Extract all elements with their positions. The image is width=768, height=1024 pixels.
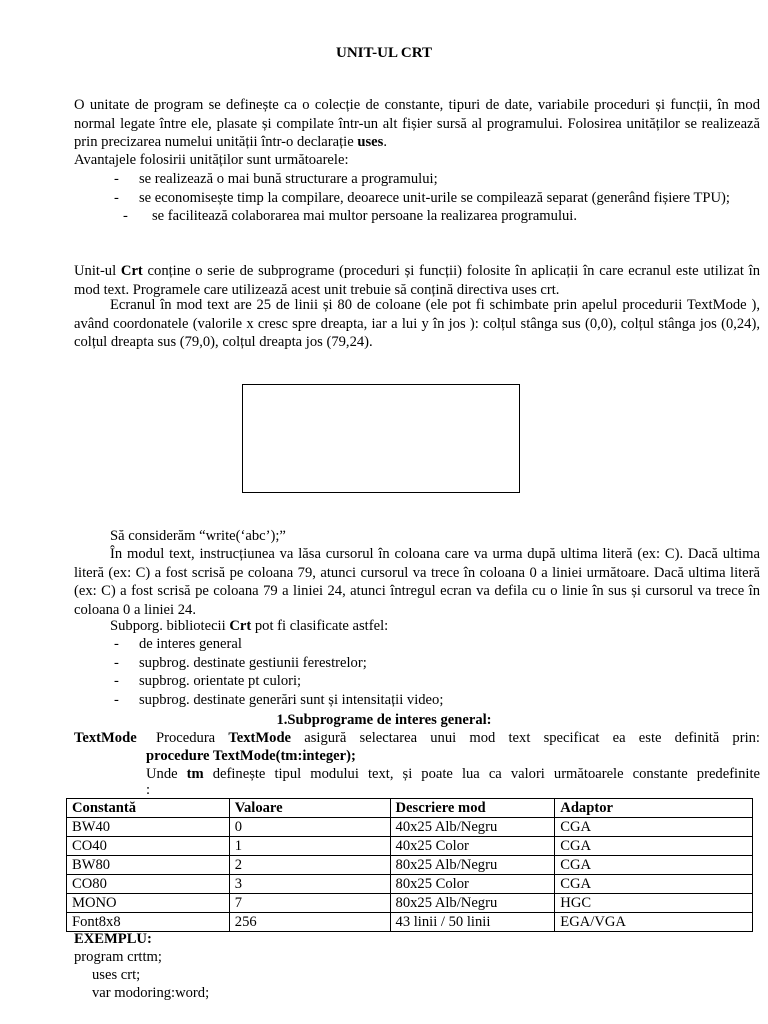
table-cell: 2 — [229, 856, 390, 875]
page-title: UNIT-UL CRT — [335, 45, 433, 61]
consider-line: Să considerăm “write(‘abc’);” — [110, 528, 286, 544]
classification-item: supbrog. destinate gestiunii ferestrelor; — [139, 654, 367, 671]
classification-intro — [74, 617, 760, 636]
table-row — [67, 856, 753, 875]
column-header: Valoare — [229, 799, 390, 818]
table-cell: 7 — [229, 894, 390, 913]
where-text: definește tipul modului text, și poate lua ca valori următoarele constante predefinite — [203, 766, 760, 782]
table-cell: BW40 — [67, 818, 230, 837]
intro-paragraph — [74, 96, 760, 152]
table-cell: 80x25 Alb/Negru — [390, 894, 555, 913]
desc-text: Procedura — [156, 730, 229, 746]
advantage-text: se economisește timp la compilare, deoarece unit-urile se compilează separat (generând fișiere TPU); — [139, 189, 730, 206]
list-item — [114, 207, 760, 226]
advantage-text: se realizează o mai bună structurare a programului; — [139, 171, 438, 187]
crt-text: Unit-ul — [74, 263, 121, 279]
where-bold: tm — [186, 766, 204, 782]
classification-item: supbrog. orientate pt culori; — [139, 673, 302, 690]
code-line: uses crt; — [92, 967, 141, 983]
table-cell: MONO — [67, 894, 230, 913]
column-header: Descriere mod — [390, 799, 555, 818]
list-item — [114, 691, 760, 710]
where-text: Unde — [146, 766, 187, 782]
column-header: Constantă — [67, 799, 230, 818]
list-item — [114, 672, 760, 691]
bullet-dash: - — [114, 189, 119, 206]
table-cell: CO40 — [67, 837, 230, 856]
table-cell: 3 — [229, 875, 390, 894]
code-line: var modoring:word; — [92, 985, 210, 1001]
textmode-term: TextMode — [74, 730, 137, 746]
table-cell: 80x25 Alb/Negru — [390, 856, 555, 875]
table-cell: CGA — [555, 875, 753, 894]
classification-item: de interes general — [139, 636, 242, 652]
classification-text: Subporg. bibliotecii — [110, 618, 230, 634]
table-header-row — [67, 799, 753, 818]
textmode-signature: procedure TextMode(tm:integer); — [146, 748, 356, 764]
code-line: program crttm; — [74, 949, 162, 965]
list-item — [114, 654, 760, 673]
classification-item: supbrog. destinate generări sunt și intensitații video; — [139, 691, 444, 708]
bullet-dash: - — [123, 208, 128, 225]
screen-paragraph: Ecranul în mod text are 25 de linii și 80 de coloane (ele pot fi schimbate prin apelul procedurii TextMode ), având coordonatele (valorile x cresc spre dreapta, iar a lui y în jos ): colțul stânga sus (0,0), colțul stânga jos (0,24), colțul dreapta sus (79,0), colțul dreapta jos (79,24). — [74, 297, 760, 351]
bullet-dash: - — [114, 691, 119, 708]
section-heading: 1.Subprograme de interes general: — [276, 712, 492, 728]
crt-description — [74, 262, 760, 299]
classification-bold: Crt — [229, 618, 252, 634]
bullet-dash: - — [114, 171, 119, 187]
table-cell: 0 — [229, 818, 390, 837]
textmode-description — [156, 729, 760, 748]
desc-text: asigură selectarea unui mod text specificat ea este definită prin: — [291, 730, 760, 746]
column-header: Adaptor — [555, 799, 753, 818]
table-cell: 40x25 Color — [390, 837, 555, 856]
table-cell: 256 — [229, 913, 390, 932]
table-cell: CO80 — [67, 875, 230, 894]
text-mode-table — [66, 798, 753, 932]
trailing-colon: : — [146, 782, 151, 798]
advantage-text: se facilitează colaborarea mai multor persoane la realizarea programului. — [152, 208, 578, 225]
table-row — [67, 875, 753, 894]
table-cell: CGA — [555, 837, 753, 856]
tm-description — [146, 765, 760, 784]
classification-list — [114, 635, 760, 709]
list-item — [114, 635, 760, 654]
table-cell: 1 — [229, 837, 390, 856]
bullet-dash: - — [114, 673, 119, 690]
table-cell: BW80 — [67, 856, 230, 875]
table-cell: Font8x8 — [67, 913, 230, 932]
intro-text-end: . — [383, 134, 387, 151]
figure-frame — [242, 384, 520, 493]
list-item — [114, 189, 760, 208]
classification-text: pot fi clasificate astfel: — [251, 618, 389, 634]
bullet-dash: - — [114, 636, 119, 652]
advantages-list — [114, 170, 760, 226]
table-cell: 80x25 Color — [390, 875, 555, 894]
desc-bold: TextMode — [228, 730, 292, 746]
table-cell: 43 linii / 50 linii — [390, 913, 555, 932]
table-cell: HGC — [555, 894, 753, 913]
bullet-dash: - — [114, 654, 119, 671]
table-cell: 40x25 Alb/Negru — [390, 818, 555, 837]
cursor-paragraph: În modul text, instrucțiunea va lăsa cursorul în coloana care va urma după ultima literă (ex: C). Dacă ultima literă (ex: C) a fost scrisă pe coloana 79, atunci cursorul va trece în coloana 0 a liniei următoare. Dacă ultima literă (ex: C) a fost scrisă pe coloana 79 a liniei 24, atunci întregul ecran va defila cu o linie în sus și cursorul va trece în coloana 0 a liniei 24. — [74, 546, 760, 618]
table-cell: CGA — [555, 856, 753, 875]
table-row — [67, 913, 753, 932]
crt-bold: Crt — [120, 263, 143, 279]
intro-text: O unitate de program se definește ca o colecție de constante, tipuri de date, variabile proceduri și funcții, în mod normal legate între ele, plasate și compilate într-un alt fișier sursă al programului. Folosirea unităților se realizează prin precizarea numelui unității într-o declarație — [74, 97, 760, 151]
table-cell: EGA/VGA — [555, 913, 753, 932]
table-cell: CGA — [555, 818, 753, 837]
advantages-heading: Avantajele folosirii unităților sunt următoarele: — [74, 152, 349, 168]
list-item — [114, 170, 760, 189]
table-row — [67, 818, 753, 837]
table-row — [67, 894, 753, 913]
example-heading: EXEMPLU: — [74, 931, 152, 947]
table-row — [67, 837, 753, 856]
intro-bold-uses: uses — [357, 134, 384, 151]
crt-text: conține o serie de subprograme (proceduri și funcții) folosite în aplicații în care ecranul este utilizat în mod text. Programele care utilizează acest unit trebuie să conțină directiva uses crt. — [74, 263, 760, 298]
